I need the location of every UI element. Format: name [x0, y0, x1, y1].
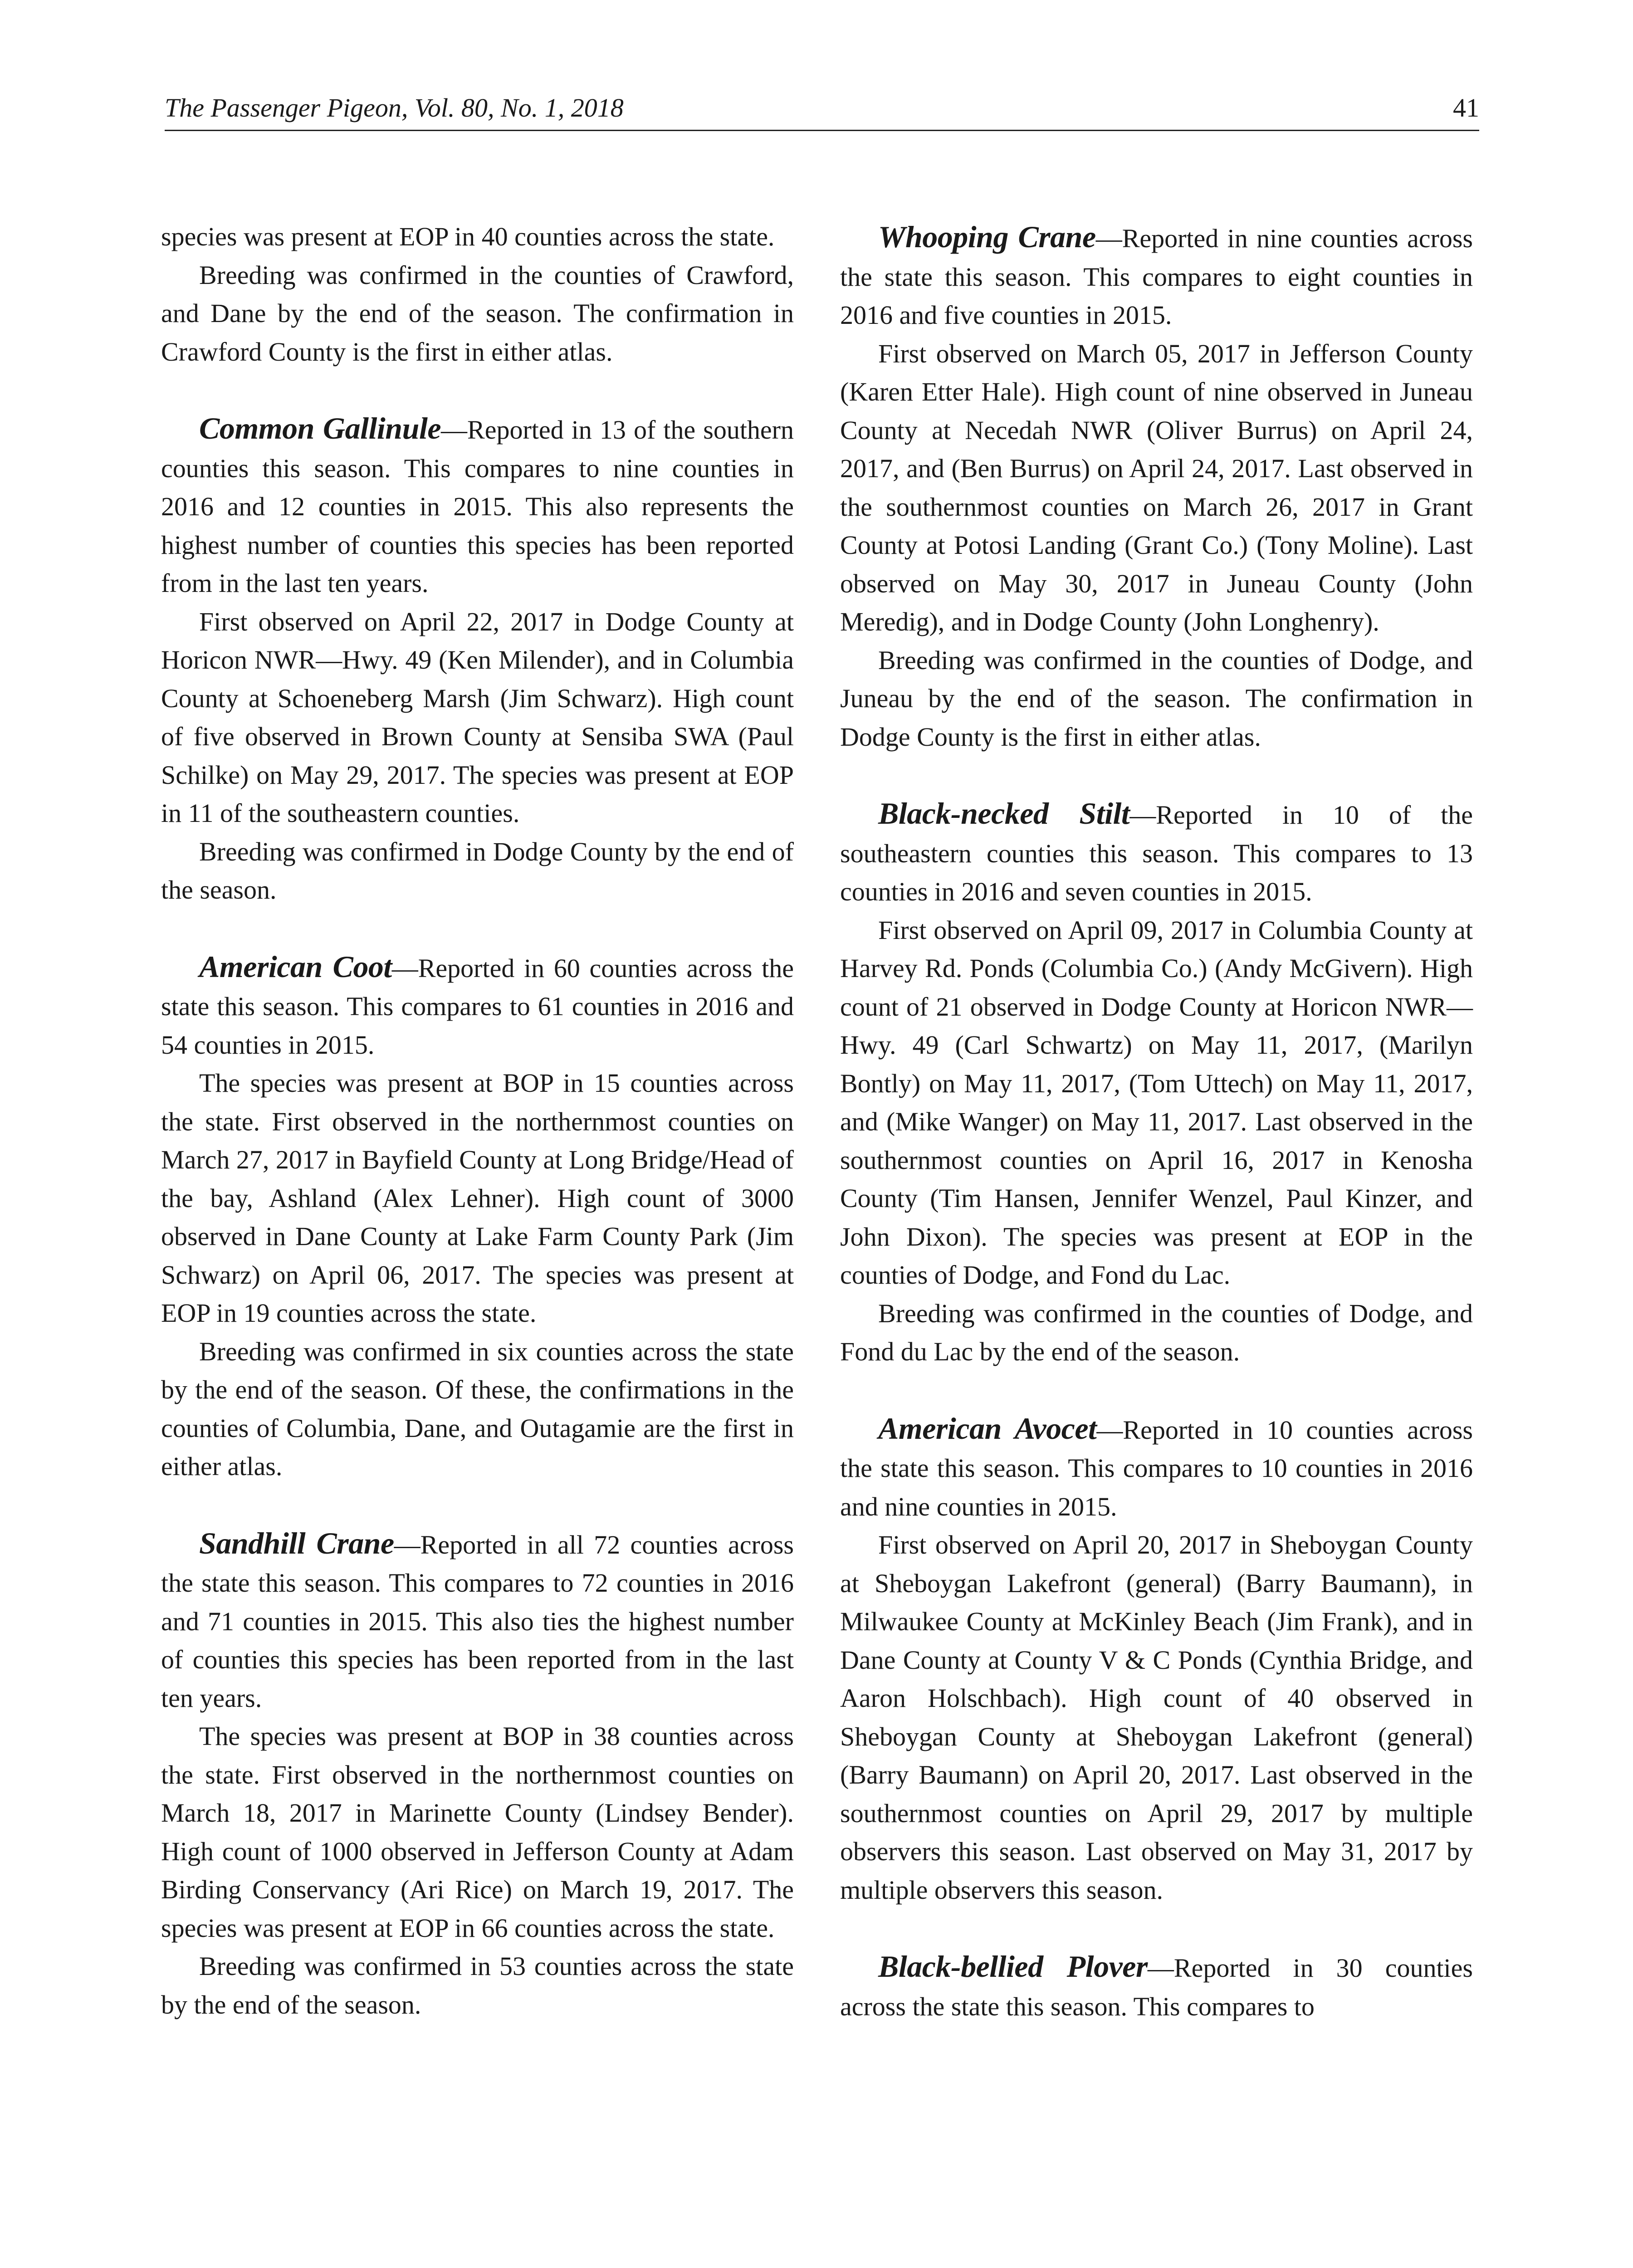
species-name: American Avocet	[878, 1411, 1097, 1446]
paragraph: Breeding was confirmed in the counties of Dodge, and Juneau by the end of the season. The confirmation in Dodge County is the first in either atlas.	[840, 645, 1473, 752]
species-entry-black-bellied-plover	[840, 1947, 1473, 2026]
paragraph: First observed on April 20, 2017 in Sheboygan County at Sheboygan Lakefront (general) (Barry Baumann), in Milwaukee County at McKinley Beach (Jim Frank), and in Dane County at County V & C Ponds (Cynthia Bridge, and Aaron Holschbach). High count of 40 observed in Sheboygan County at Sheboygan Lakefront (general) (Barry Baumann) on April 20, 2017. Last observed in the southernmost counties on April 29, 2017 by multiple observers this season. Last observed on May 31, 2017 by multiple observers this season.	[840, 1530, 1473, 1905]
journal-citation: The Passenger Pigeon, Vol. 80, No. 1, 2018	[165, 93, 624, 122]
species-summary: —Reported in 10 counties across the state this season. This compares to 10 counties in 2016 and nine counties in 2015.	[840, 1415, 1473, 1521]
paragraph: First observed on April 22, 2017 in Dodge County at Horicon NWR—Hwy. 49 (Ken Milender), and in Columbia County at Schoeneberg Marsh (Jim Schwarz). High count of five observed in Brown County at Sensiba SWA (Paul Schilke) on May 29, 2017. The species was present at EOP in 11 of the southeastern counties.	[161, 606, 794, 828]
paragraph: The species was present at BOP in 38 counties across the state. First observed in the northernmost counties on March 18, 2017 in Marinette County (Lindsey Bender). High count of 1000 observed in Jefferson County at Adam Birding Conservancy (Ari Rice) on March 19, 2017. The species was present at EOP in 66 counties across the state.	[161, 1721, 794, 1943]
right-column	[840, 218, 1473, 2026]
species-entry-sandhill-crane	[161, 1524, 794, 1718]
species-summary: —Reported in 13 of the southern counties this season. This compares to nine counties in 2016 and 12 counties in 2015. This also represents the highest number of counties this species has been reported from in the last ten years.	[161, 415, 794, 598]
left-column	[161, 218, 794, 2024]
species-name: Sandhill Crane	[199, 1525, 394, 1560]
species-summary: —Reported in 30 counties across the state this season. This compares to	[840, 1953, 1473, 2021]
species-entry-whooping-crane	[840, 218, 1473, 335]
species-entry-american-coot	[161, 948, 794, 1065]
continued-paragraph: species was present at EOP in 40 counties across the state.	[161, 222, 775, 251]
paragraph: Breeding was confirmed in the counties of Crawford, and Dane by the end of the season. The confirmation in Crawford County is the first in either atlas.	[161, 260, 794, 367]
paragraph: The species was present at BOP in 15 counties across the state. First observed in the northernmost counties on March 27, 2017 in Bayfield County at Long Bridge/Head of the bay, Ashland (Alex Lehner). High count of 3000 observed in Dane County at Lake Farm County Park (Jim Schwarz) on April 06, 2017. The species was present at EOP in 19 counties across the state.	[161, 1068, 794, 1328]
paragraph: Breeding was confirmed in Dodge County by the end of the season.	[161, 836, 794, 904]
species-summary: —Reported in nine counties across the state this season. This compares to eight counties in 2016 and five counties in 2015.	[840, 224, 1473, 330]
species-summary: —Reported in all 72 counties across the state this season. This compares to 72 counties in 2016 and 71 counties in 2015. This also ties the highest number of counties this species has been reported from in the last ten years.	[161, 1530, 794, 1713]
species-name: American Coot	[199, 949, 392, 984]
paragraph: First observed on March 05, 2017 in Jefferson County (Karen Etter Hale). High count of nine observed in Juneau County at Necedah NWR (Oliver Burrus) on April 24, 2017, and (Ben Burrus) on April 24, 2017. Last observed in the southernmost counties on March 26, 2017 in Grant County at Potosi Landing (Grant Co.) (Tony Moline). Last observed on May 30, 2017 in Juneau County (John Meredig), and in Dodge County (John Longhenry).	[840, 338, 1473, 636]
species-name: Black-necked Stilt	[878, 796, 1130, 831]
paragraph: Breeding was confirmed in the counties of Dodge, and Fond du Lac by the end of the season.	[840, 1298, 1473, 1366]
page-number: 41	[1453, 93, 1479, 122]
species-entry-common-gallinule	[161, 409, 794, 603]
species-summary: —Reported in 60 counties across the state this season. This compares to 61 counties in 2016 and 54 counties in 2015.	[161, 953, 794, 1060]
species-summary: —Reported in 10 of the southeastern counties this season. This compares to 13 counties in 2016 and seven counties in 2015.	[840, 800, 1473, 906]
species-name: Common Gallinule	[199, 411, 441, 445]
paragraph: First observed on April 09, 2017 in Columbia County at Harvey Rd. Ponds (Columbia Co.) (Andy McGivern). High count of 21 observed in Dodge County at Horicon NWR—Hwy. 49 (Carl Schwartz) on May 11, 2017, (Marilyn Bontly) on May 11, 2017, (Tom Uttech) on May 11, 2017, and (Mike Wanger) on May 11, 2017. Last observed in the southernmost counties on April 16, 2017 in Kenosha County (Tim Hansen, Jennifer Wenzel, Paul Kinzer, and John Dixon). The species was present at EOP in the counties of Dodge, and Fond du Lac.	[840, 915, 1473, 1290]
paragraph: Breeding was confirmed in six counties across the state by the end of the season. Of these, the confirmations in the counties of Columbia, Dane, and Outagamie are the first in either atlas.	[161, 1336, 794, 1481]
species-name: Black-bellied Plover	[878, 1949, 1148, 1984]
species-name: Whooping Crane	[878, 220, 1096, 254]
species-entry-american-avocet	[840, 1409, 1473, 1526]
paragraph: Breeding was confirmed in 53 counties across the state by the end of the season.	[161, 1951, 794, 2019]
running-header	[165, 86, 1479, 131]
species-entry-black-necked-stilt	[840, 794, 1473, 911]
